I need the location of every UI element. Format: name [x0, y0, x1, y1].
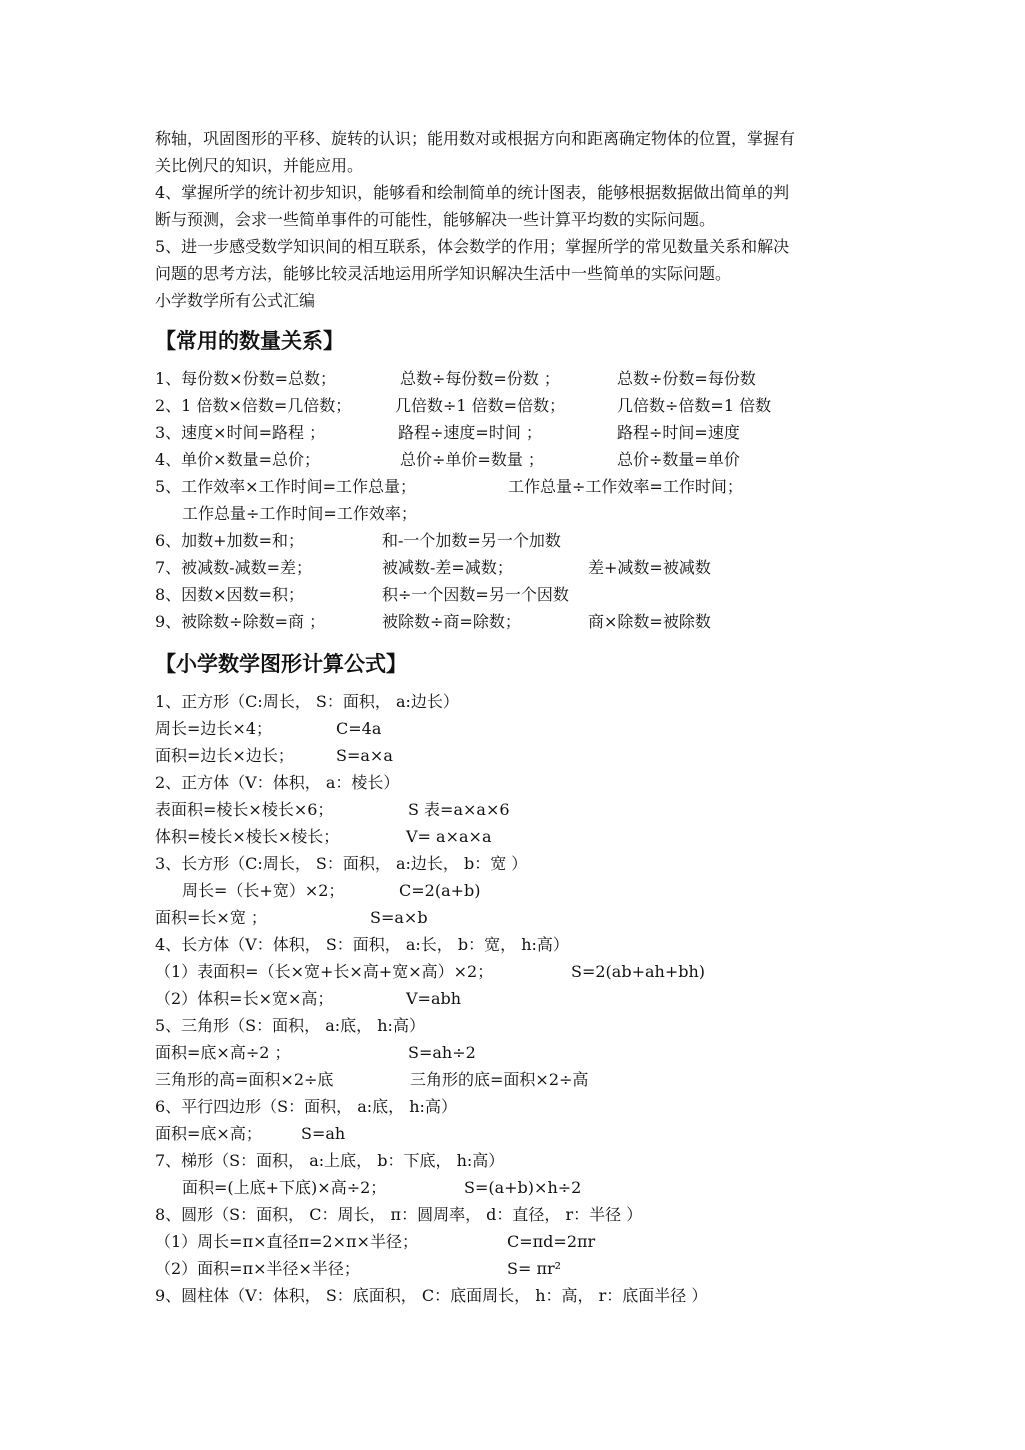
formula-text: 1、正方形（C:周长， S：面积， a:边长）	[155, 692, 459, 711]
formula-text: 1、每份数×份数=总数；	[155, 369, 336, 388]
formula-text: 路程÷速度=时间 ；	[398, 423, 542, 442]
formula-text: V=abh	[406, 989, 462, 1008]
formula-text: 4、单价×数量=总价；	[155, 450, 320, 469]
formula-text: （2）面积=π×半径×半径；	[155, 1259, 360, 1278]
formula-text: 三角形的高=面积×2÷底	[155, 1070, 334, 1089]
intro-line: 问题的思考方法，能够比较灵活地运用所学知识解决生活中一些简单的实际问题。	[155, 264, 732, 283]
formula-text: V= a×a×a	[406, 827, 492, 846]
section-heading: 【小学数学图形计算公式】	[155, 652, 407, 676]
formula-text: 总数÷每份数=份数 ；	[400, 369, 560, 388]
formula-text: 2、正方体（V：体积， a：棱长）	[155, 773, 400, 792]
intro-line: 关比例尺的知识，并能应用。	[155, 156, 364, 175]
formula-text: 商×除数=被除数	[588, 612, 711, 631]
formula-text: 8、因数×因数=积；	[155, 585, 304, 604]
formula-text: 2、1 倍数×倍数=几倍数；	[155, 396, 352, 415]
formula-text: 9、被除数÷除数=商 ；	[155, 612, 326, 631]
formula-text: 9、圆柱体（V：体积， S：底面积， C：底面周长， h：高， r：底面半径 ）	[155, 1286, 708, 1305]
formula-text: 被除数÷商=除数；	[382, 612, 521, 631]
formula-text: 工作总量÷工作时间=工作效率；	[182, 504, 417, 523]
intro-line: 4、掌握所学的统计初步知识，能够看和绘制简单的统计图表，能够根据数据做出简单的判	[155, 183, 790, 202]
formula-text: 被减数-差=减数；	[382, 558, 513, 577]
formula-text: （1）周长=π×直径π=2×π×半径；	[155, 1232, 418, 1251]
formula-text: 几倍数÷倍数=1 倍数	[617, 396, 772, 415]
formula-text: 总数÷份数=每份数	[617, 369, 756, 388]
formula-text: S=2(ab+ah+bh)	[571, 962, 706, 981]
formula-text: 面积=边长×边长；	[155, 746, 294, 765]
formula-text: 和-一个加数=另一个加数	[382, 531, 561, 550]
formula-text: 6、平行四边形（S：面积， a:底， h:高）	[155, 1097, 457, 1116]
formula-text: 面积=长×宽 ；	[155, 908, 267, 927]
section-heading: 【常用的数量关系】	[155, 329, 344, 353]
formula-text: 7、被减数-减数=差；	[155, 558, 312, 577]
formula-text: 总价÷单价=数量 ；	[400, 450, 544, 469]
formula-text: S=ah	[301, 1124, 346, 1143]
formula-text: 表面积=棱长×棱长×6；	[155, 800, 334, 819]
intro-line: 断与预测，会求一些简单事件的可能性，能够解决一些计算平均数的实际问题。	[155, 210, 716, 229]
formula-text: 3、长方形（C:周长， S：面积， a:边长， b：宽 ）	[155, 854, 528, 873]
formula-text: S= πr²	[507, 1259, 562, 1278]
formula-text: S=(a+b)×h÷2	[464, 1178, 582, 1197]
formula-text: S=ah÷2	[408, 1043, 476, 1062]
formula-text: C=πd=2πr	[507, 1232, 596, 1251]
formula-text: 积÷一个因数=另一个因数	[382, 585, 569, 604]
formula-text: S=a×a	[336, 746, 393, 765]
intro-line: 5、进一步感受数学知识间的相互联系，体会数学的作用；掌握所学的常见数量关系和解决	[155, 237, 790, 256]
formula-text: 6、加数+加数=和；	[155, 531, 304, 550]
formula-text: 三角形的底=面积×2÷高	[410, 1070, 589, 1089]
formula-text: 3、速度×时间=路程 ；	[155, 423, 326, 442]
formula-text: 差+减数=被减数	[588, 558, 711, 577]
formula-text: 5、工作效率×工作时间=工作总量；	[155, 477, 416, 496]
formula-text: C=4a	[336, 719, 382, 738]
formula-text: （2）体积=长×宽×高；	[155, 989, 334, 1008]
formula-text: 周长=（长+宽）×2；	[182, 881, 345, 900]
formula-text: S 表=a×a×6	[408, 800, 510, 819]
formula-text: 8、圆形（S：面积， C：周长， π：圆周率， d：直径， r：半径 ）	[155, 1205, 643, 1224]
intro-line: 称轴，巩固图形的平移、旋转的认识；能用数对或根据方向和距离确定物体的位置，掌握有	[155, 129, 796, 148]
formula-text: 工作总量÷工作效率=工作时间；	[508, 477, 743, 496]
formula-text: 4、长方体（V：体积， S：面积， a:长， b：宽， h:高）	[155, 935, 569, 954]
formula-text: 面积=底×高÷2 ；	[155, 1043, 291, 1062]
formula-text: 总价÷数量=单价	[617, 450, 740, 469]
formula-text: 面积=(上底+下底)×高÷2；	[182, 1178, 387, 1197]
intro-line: 小学数学所有公式汇编	[155, 291, 316, 310]
formula-text: 路程÷时间=速度	[617, 423, 740, 442]
formula-text: 面积=底×高；	[155, 1124, 262, 1143]
formula-text: 几倍数÷1 倍数=倍数；	[395, 396, 566, 415]
formula-text: （1）表面积=（长×宽+长×高+宽×高）×2；	[155, 962, 494, 981]
formula-text: 5、三角形（S：面积， a:底， h:高）	[155, 1016, 425, 1035]
formula-text: 7、梯形（S：面积， a:上底， b：下底， h:高）	[155, 1151, 505, 1170]
formula-text: 周长=边长×4；	[155, 719, 272, 738]
formula-text: C=2(a+b)	[399, 881, 481, 900]
formula-text: 体积=棱长×棱长×棱长；	[155, 827, 340, 846]
formula-text: S=a×b	[370, 908, 428, 927]
